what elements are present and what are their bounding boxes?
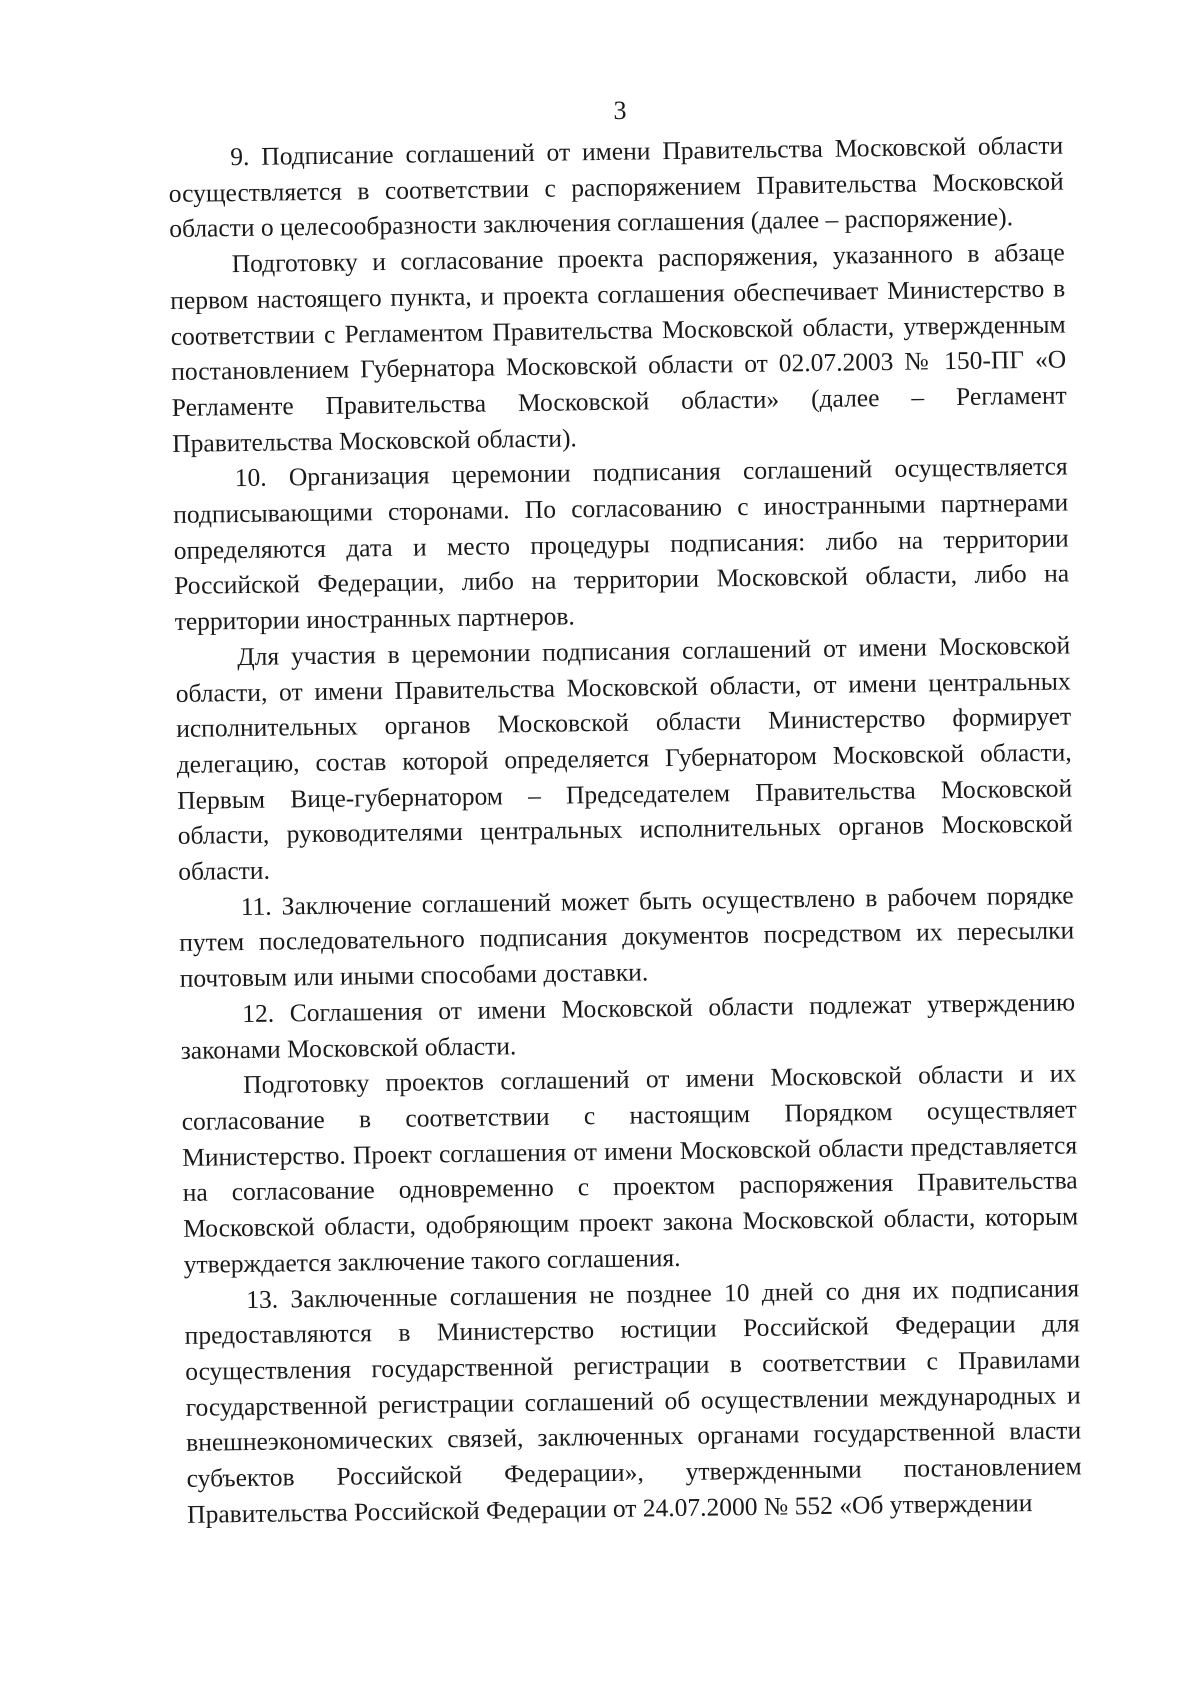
paragraph-10: 10. Организация церемонии подписания соглашений осуществляется подписывающими сторонами. По согласованию с иностранными партнерами определяются дата и место процедуры подписания: либо на территории Российской Федерации, либо на территории Московской области, либо на территории иностранных партнеров. <box>173 451 1070 637</box>
paragraph-12-preparation: Подготовку проектов соглашений от имени Московской области и их согласование в соответствии с настоящим Порядком осуществляет Министерство. Проект соглашения от имени Московской области представляется на согласование одновременно с проектом распоряжения Правительства Московской области, одобряющим проект закона Московской области, которым утверждается заключение такого соглашения. <box>181 1058 1079 1279</box>
paragraph-12: 12. Соглашения от имени Московской области подлежат утверждению законами Московской области. <box>180 987 1076 1065</box>
paragraph-9-preparation: Подготовку и согласование проекта распоряжения, указанного в абзаце первом настоящего пункта, и проекта соглашения обеспечивает Министерство в соответствии с Регламентом Правительства Московской области, утвержденным постановлением Губернатора Московской области от 02.07.2003 № 150-ПГ «О Регламенте Правительства Московской области» (далее – Регламент Правительства Московской области). <box>170 237 1067 458</box>
paragraph-11: 11. Заключение соглашений может быть осуществлено в рабочем порядке путем последовательного подписания документов посредством их пересылки почтовым или иными способами доставки. <box>179 880 1075 994</box>
document-body <box>168 128 1082 1533</box>
paragraph-10-delegation: Для участия в церемонии подписания соглашений от имени Московской области, от имени Правительства Московской области, от имени центральных исполнительных органов Московской области Министерство формирует делегацию, состав которой определяется Губернатором Московской области, Первым Вице-губернатором – Председателем Правительства Московской области, руководителями центральных исполнительных органов Московской области. <box>175 630 1073 886</box>
paragraph-13: 13. Заключенные соглашения не позднее 10 дней со дня их подписания предоставляются в Министерство юстиции Российской Федерации для осуществления государственной регистрации в соответствии с Правилами государственной регистрации соглашений об осуществлении международных и внешнеэкономических связей, заключенных органами государственной власти субъектов Российской Федерации», утвержденными постановлением Правительства Российской Федерации от 24.07.2000 № 552 «Об утверждении <box>184 1272 1082 1529</box>
page-number: 3 <box>613 96 627 125</box>
paragraph-9: 9. Подписание соглашений от имени Правительства Московской области осуществляется в соответствии с распоряжением Правительства Московской области о целесообразности заключения соглашения (далее – распоряжение). <box>168 130 1064 244</box>
